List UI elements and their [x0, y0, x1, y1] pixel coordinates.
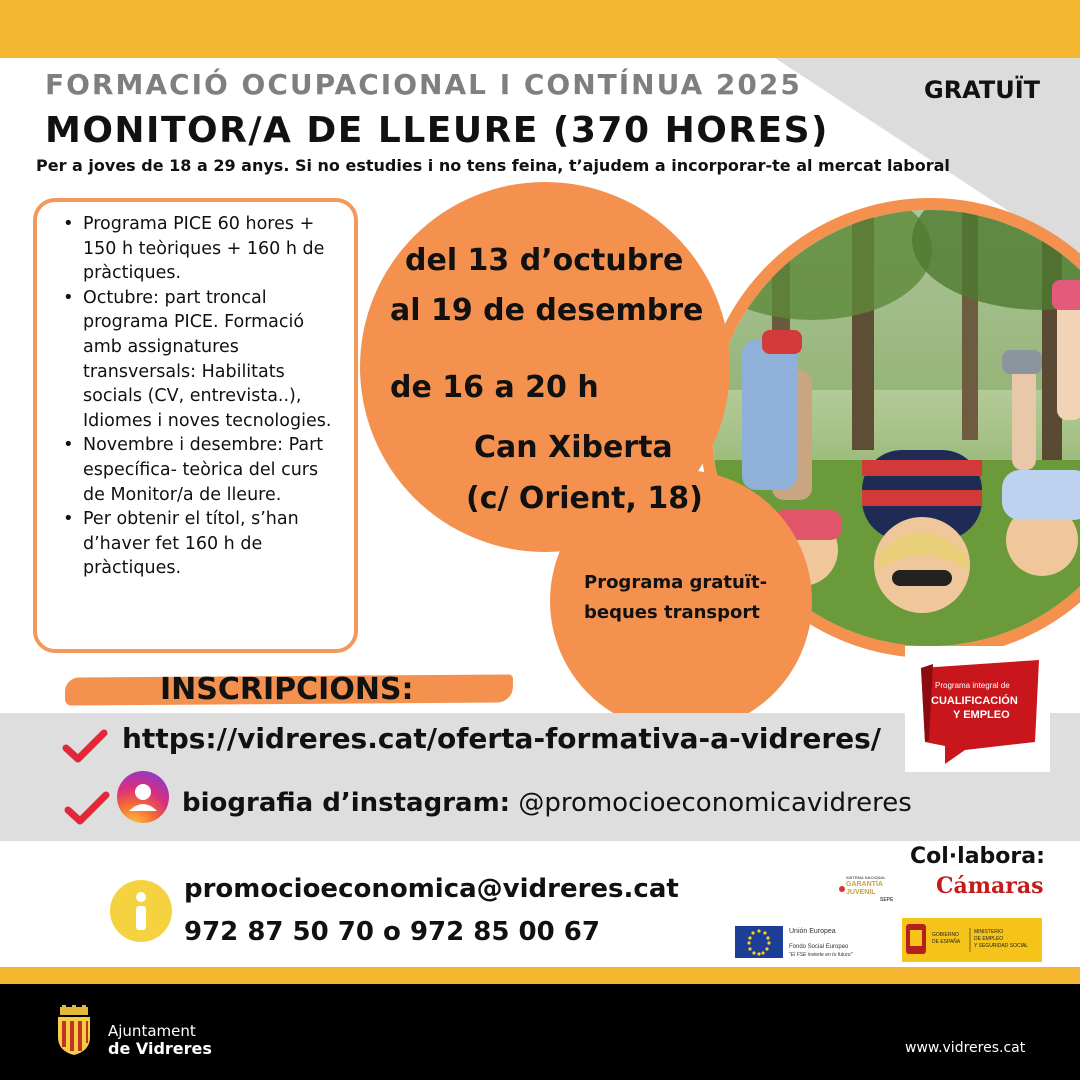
- min-line1: MINISTERIO: [974, 929, 1004, 935]
- bottom-yellow-band: [0, 967, 1080, 984]
- course-category: FORMACIÓ OCUPACIONAL I CONTÍNUA 2025: [45, 68, 802, 101]
- venue-address: (c/ Orient, 18): [466, 481, 703, 516]
- vidreres-shield-icon: [54, 1005, 94, 1057]
- detail-item: • Novembre i desembre: Part específica- teòrica del curs de Monitor/a de lleure.: [57, 433, 342, 507]
- instagram-line[interactable]: [182, 788, 912, 818]
- garantia-juvenil-logo: [838, 873, 910, 903]
- course-details-list: [57, 212, 342, 581]
- date-start: del 13 d’octubre: [405, 243, 684, 278]
- registration-link[interactable]: https://vidreres.cat/oferta-formativa-a-vidreres/: [122, 722, 882, 755]
- program-badge-line3: Y EMPLEO: [953, 709, 1010, 721]
- program-note-line2: beques transport: [584, 602, 760, 623]
- org-name-line2: de Vidreres: [108, 1039, 212, 1058]
- org-name-line1: Ajuntament: [108, 1022, 196, 1040]
- gobierno-espana-logo: [902, 918, 1042, 962]
- date-end: al 19 de desembre: [390, 293, 704, 328]
- garantia-line3: JUVENIL: [846, 889, 876, 896]
- contact-phones[interactable]: 972 87 50 70 o 972 85 00 67: [184, 917, 600, 947]
- top-yellow-band: [0, 0, 1080, 58]
- class-hours: de 16 a 20 h: [390, 370, 599, 405]
- info-icon: [110, 880, 172, 942]
- program-badge-line2: CUALIFICACIÓN: [931, 695, 1018, 707]
- instagram-handle[interactable]: @promocioeconomicavidreres: [518, 788, 912, 818]
- program-integral-badge: [905, 646, 1050, 772]
- eu-line1: Unión Europea: [789, 928, 836, 935]
- collaborators-label: Col·labora:: [910, 844, 1045, 869]
- gob-line1: GOBIERNO: [932, 932, 959, 938]
- garantia-line4: SEPE: [880, 897, 894, 903]
- detail-item: • Per obtenir el títol, s’han d’haver fet 160 h de pràctiques.: [57, 507, 342, 581]
- footer-website[interactable]: www.vidreres.cat: [905, 1040, 1026, 1056]
- min-line3: Y SEGURIDAD SOCIAL: [974, 943, 1029, 949]
- venue-name: Can Xiberta: [474, 430, 673, 465]
- check-icon: [62, 728, 108, 764]
- min-line2: DE EMPLEO: [974, 936, 1004, 942]
- eu-line2: Fondo Social Europeo: [789, 944, 849, 950]
- detail-item: • Octubre: part troncal programa PICE. Formació amb assignatures transversals: Habilitats socials (CV, entrevista..), Idiomes i noves tecnologies.: [57, 286, 342, 434]
- camaras-logo: Cámaras: [936, 873, 1044, 899]
- gob-line2: DE ESPAÑA: [932, 939, 961, 945]
- program-badge-line1: Programa integral de: [935, 681, 1010, 690]
- garantia-line2: GARANTÍA: [846, 881, 883, 888]
- instagram-profile-icon: [117, 771, 169, 823]
- audience-tagline: Per a joves de 18 a 29 anys. Si no estudies i no tens feina, t’ajudem a incorporar-te al mercat laboral: [36, 156, 950, 175]
- contact-email[interactable]: promocioeconomica@vidreres.cat: [184, 874, 679, 904]
- detail-item: • Programa PICE 60 hores + 150 h teòriques + 160 h de pràctiques.: [57, 212, 342, 286]
- course-details-box: [33, 198, 358, 653]
- garantia-line1: SISTEMA NACIONAL: [846, 875, 886, 880]
- page-title: MONITOR/A DE LLEURE (370 HORES): [45, 110, 829, 151]
- eu-line3: "El FSE invierte en tu futuro": [789, 952, 853, 958]
- instagram-label: biografia d’instagram:: [182, 788, 511, 818]
- program-note-line1: Programa gratuït-: [584, 572, 768, 593]
- check-icon: [64, 790, 110, 826]
- eu-fse-logo: [735, 922, 895, 962]
- registration-label: INSCRIPCIONS:: [160, 672, 414, 707]
- free-badge: GRATUÏT: [924, 76, 1041, 104]
